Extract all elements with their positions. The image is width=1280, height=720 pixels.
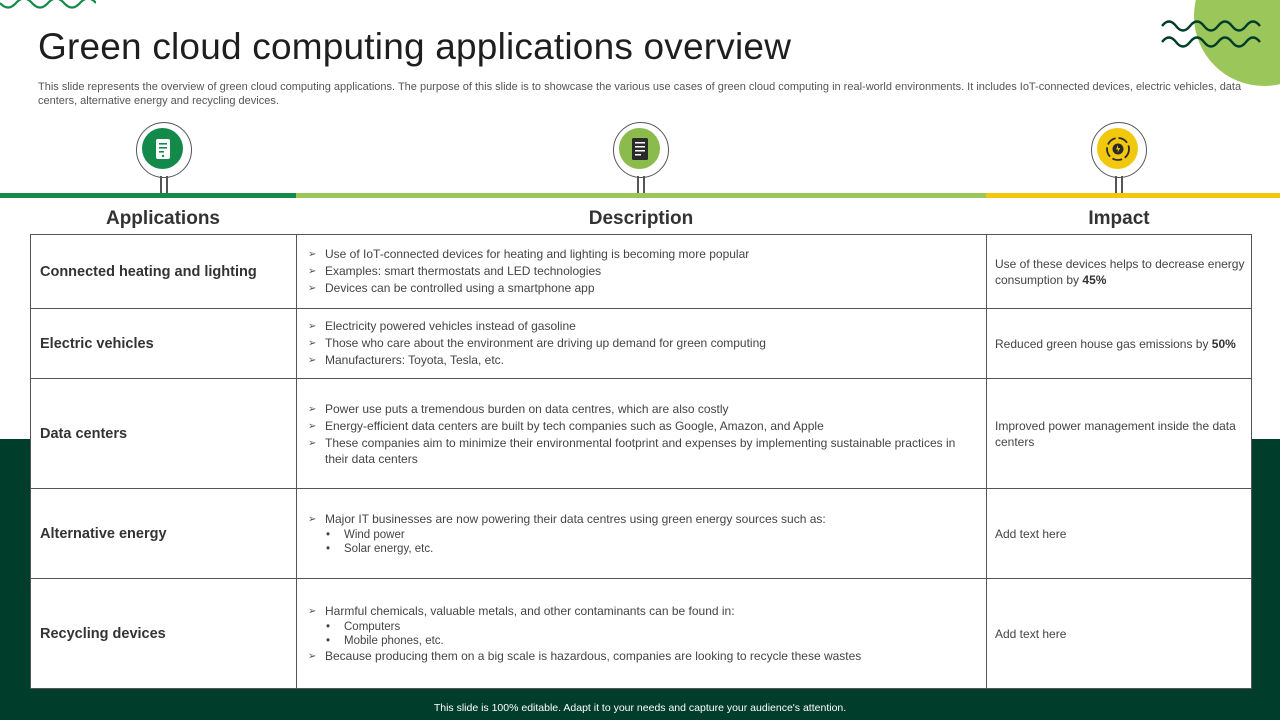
list-item: ➢ These companies aim to minimize their environmental footprint and expenses by implementing sustainable practices in their data centers	[308, 435, 956, 466]
impact-cell: Reduced green house gas emissions by 50%	[995, 336, 1236, 351]
description-bar	[296, 193, 986, 198]
table-row	[31, 235, 1251, 308]
table-row	[31, 308, 1251, 378]
list-item: ➢ Devices can be controlled using a smartphone app	[308, 281, 595, 295]
sub-list-item: • Wind power	[326, 529, 405, 541]
application-cell: Data centers	[40, 425, 128, 442]
table-row	[31, 488, 1251, 578]
sub-list-item: • Computers	[326, 621, 401, 633]
application-cell: Recycling devices	[40, 626, 166, 642]
list-item: ➢ Major IT businesses are now powering their data centres using green energy sources such as:	[308, 512, 826, 526]
description-cell	[308, 489, 978, 578]
impact-cell: Improved power management inside the data centers	[995, 418, 1236, 449]
list-item: ➢ Because producing them on a big scale is hazardous, companies are looking to recycle these wastes	[308, 649, 862, 663]
table-row	[31, 578, 1251, 689]
description-cell	[308, 309, 978, 378]
header-impact: Impact	[1088, 208, 1150, 229]
sub-list-item: • Mobile phones, etc.	[326, 635, 444, 647]
description-pin	[613, 122, 669, 194]
header-description: Description	[588, 208, 694, 229]
impact-pin	[1091, 122, 1147, 194]
applications-pin	[136, 122, 192, 194]
impact-bar	[986, 193, 1280, 198]
list-item: ➢ Examples: smart thermostats and LED technologies	[308, 264, 602, 278]
footer-note: This slide is 100% editable. Adapt it to your needs and capture your audience's attention.	[433, 702, 847, 714]
applications-table	[30, 234, 1252, 689]
header-applications: Applications	[105, 208, 220, 229]
impact-cell: Add text here	[995, 627, 1067, 641]
application-cell: Alternative energy	[40, 525, 167, 542]
list-item: ➢ Power use puts a tremendous burden on data centres, which are also costly	[308, 401, 729, 416]
wave-decoration-left	[0, 0, 96, 14]
list-item: ➢ Manufacturers: Toyota, Tesla, etc.	[308, 353, 504, 367]
description-cell	[308, 579, 978, 689]
server-icon	[619, 128, 660, 169]
energy-icon	[1097, 128, 1138, 169]
description-cell	[308, 235, 978, 308]
page-subtitle: This slide represents the overview of green cloud computing applications. The purpose of this slide is to showcase the various use cases of green cloud computing in real-world environments. It includes IoT-connected devices, electric vehicles, data centers, alternative energy and recycling devices.	[38, 81, 1242, 107]
wave-decoration-right	[1160, 18, 1268, 52]
list-item: ➢ Energy-efficient data centers are built by tech companies such as Google, Amazon, and Apple	[308, 418, 824, 433]
list-item: ➢ Electricity powered vehicles instead of gasoline	[308, 319, 576, 333]
sub-list-item: • Solar energy, etc.	[326, 543, 434, 555]
description-cell	[308, 379, 978, 488]
impact-cell: Use of these devices helps to decrease energy consumption by 45%	[995, 256, 1245, 287]
device-icon	[142, 128, 183, 169]
application-cell: Connected heating and lighting	[40, 263, 257, 280]
application-cell: Electric vehicles	[40, 335, 154, 352]
list-item: ➢ Harmful chemicals, valuable metals, and other contaminants can be found in:	[308, 604, 735, 618]
page-title: Green cloud computing applications overview	[38, 26, 792, 67]
list-item: ➢ Those who care about the environment are driving up demand for green computing	[308, 336, 766, 350]
impact-cell: Add text here	[995, 526, 1067, 541]
table-row	[31, 378, 1251, 488]
applications-bar	[0, 193, 296, 198]
list-item: ➢ Use of IoT-connected devices for heating and lighting is becoming more popular	[308, 247, 750, 261]
